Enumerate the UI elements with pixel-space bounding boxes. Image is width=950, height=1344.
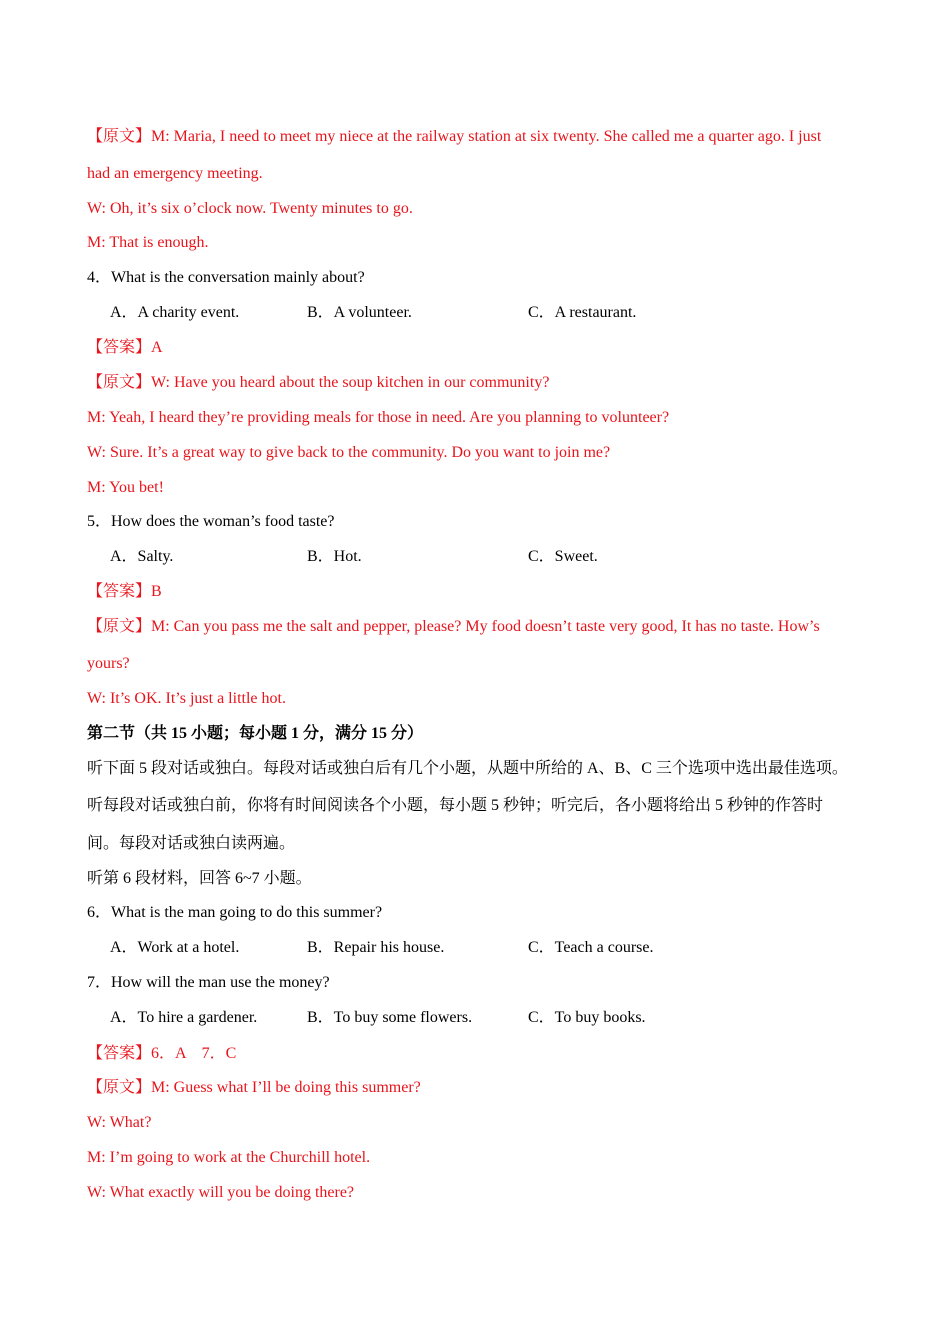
q4-option-c: C．A restaurant.	[528, 304, 637, 321]
transcript-line: had an emergency meeting.	[87, 165, 263, 182]
question-4-stem: 4．What is the conversation mainly about?	[87, 269, 365, 286]
transcript-line: 【原文】M: Guess what I’ll be doing this summer?	[87, 1079, 421, 1096]
section-heading: 第二节（共 15 小题；每小题 1 分，满分 15 分）	[87, 725, 424, 742]
transcript-line: W: Sure. It’s a great way to give back to the community. Do you want to join me?	[87, 444, 611, 461]
transcript-line: 【原文】M: Can you pass me the salt and pepper, please? My food doesn’t taste very good, It has no taste. How’s	[87, 618, 820, 635]
transcript-line: M: Yeah, I heard they’re providing meals for those in need. Are you planning to volunteer?	[87, 409, 670, 426]
material-instruction: 听第 6 段材料，回答 6~7 小题。	[87, 870, 312, 887]
transcript-line: W: What exactly will you be doing there?	[87, 1184, 355, 1201]
transcript-line: W: What?	[87, 1114, 152, 1131]
q6-7-answer: 【答案】6．A 7．C	[87, 1045, 237, 1062]
q7-option-b: B．To buy some flowers.	[307, 1009, 473, 1026]
section-instructions: 听每段对话或独白前，你将有时间阅读各个小题，每小题 5 秒钟；听完后，各小题将给出 5 秒钟的作答时	[87, 797, 824, 814]
q5-option-c: C．Sweet.	[528, 548, 598, 565]
q5-option-a: A．Salty.	[110, 548, 174, 565]
q4-answer: 【答案】A	[87, 339, 163, 356]
q4-option-a: A．A charity event.	[110, 304, 240, 321]
transcript-line: 【原文】M: Maria, I need to meet my niece at the railway station at six twenty. She called me a quarter ago. I just	[87, 128, 822, 145]
q7-option-a: A．To hire a gardener.	[110, 1009, 258, 1026]
transcript-line: M: You bet!	[87, 479, 164, 496]
q5-answer: 【答案】B	[87, 583, 162, 600]
section-instructions: 间。每段对话或独白读两遍。	[87, 835, 296, 852]
transcript-line: yours?	[87, 655, 130, 672]
question-5-stem: 5．How does the woman’s food taste?	[87, 513, 335, 530]
q7-option-c: C．To buy books.	[528, 1009, 646, 1026]
transcript-line: M: I’m going to work at the Churchill hotel.	[87, 1149, 371, 1166]
q6-option-c: C．Teach a course.	[528, 939, 654, 956]
transcript-line: 【原文】W: Have you heard about the soup kitchen in our community?	[87, 374, 550, 391]
transcript-line: W: It’s OK. It’s just a little hot.	[87, 690, 286, 707]
q4-option-b: B．A volunteer.	[307, 304, 412, 321]
q6-option-a: A．Work at a hotel.	[110, 939, 240, 956]
transcript-line: M: That is enough.	[87, 234, 209, 251]
section-instructions: 听下面 5 段对话或独白。每段对话或独白后有几个小题，从题中所给的 A、B、C 三个选项中选出最佳选项。	[87, 760, 848, 777]
question-6-stem: 6．What is the man going to do this summer?	[87, 904, 383, 921]
q5-option-b: B．Hot.	[307, 548, 362, 565]
question-7-stem: 7．How will the man use the money?	[87, 974, 330, 991]
transcript-line: W: Oh, it’s six o’clock now. Twenty minutes to go.	[87, 200, 413, 217]
q6-option-b: B．Repair his house.	[307, 939, 445, 956]
